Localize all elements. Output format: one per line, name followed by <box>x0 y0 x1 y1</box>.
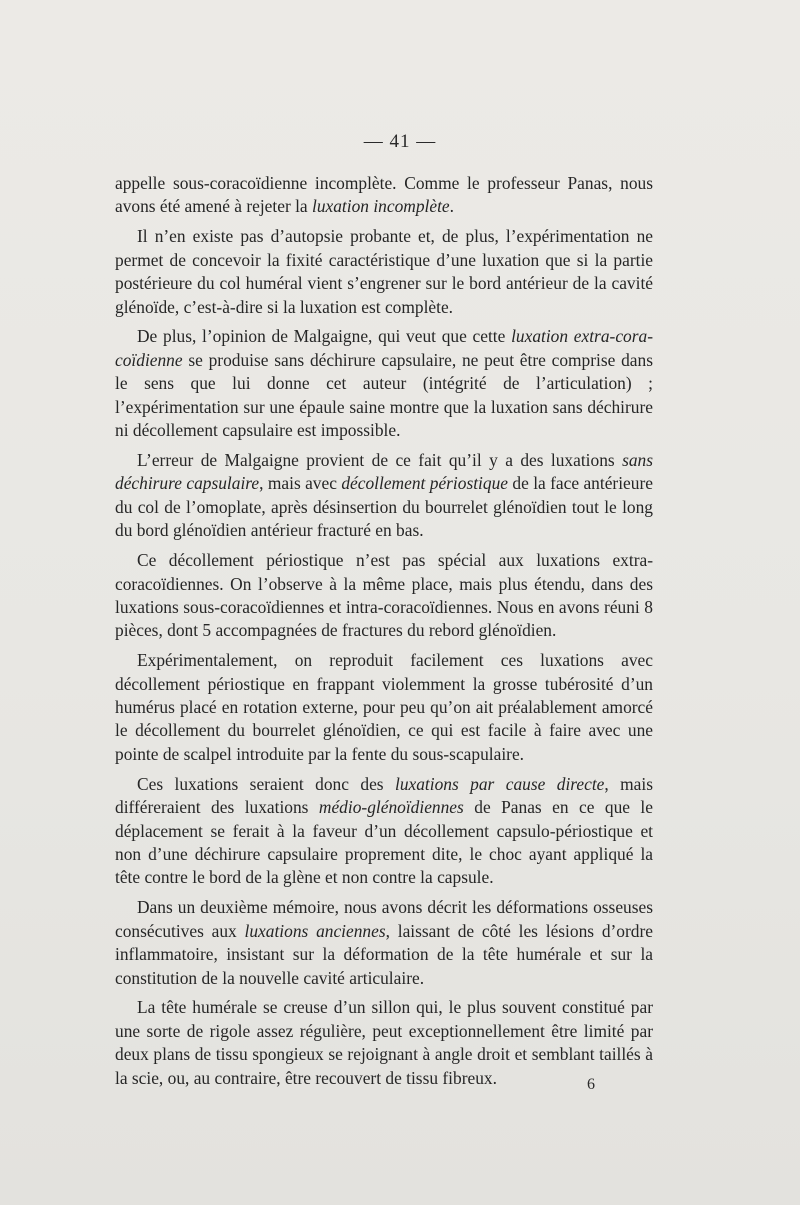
text-run: de la face antérieure du col de l’omoplate, après désinsertion du bourrelet glénoïdien tout le long du bord glénoïdien antérieur fracturé en bas. <box>115 473 653 541</box>
paragraph-1 <box>115 172 653 219</box>
paragraph-9 <box>115 996 653 1090</box>
page-number: — 41 — <box>363 131 437 152</box>
text-run: Ce décollement périostique n’est pas spécial aux luxations extra-coracoïdiennes. On l’observe à la même place, mais plus étendu, dans des luxations sous-coracoïdiennes et intra-coracoïdiennes. Nous en avons réuni 8 pièces, dont 5 accompagnées de fractures du rebord glénoïdien. <box>115 550 653 641</box>
text-run: L’erreur de Malgaigne provient de ce fait qu’il y a des luxations <box>137 449 623 470</box>
italic-phrase: luxation incomplète <box>311 196 450 217</box>
paragraph-3 <box>115 325 653 442</box>
body-text <box>115 172 653 1097</box>
text-run: , mais différeraient des luxations <box>115 773 653 818</box>
paragraph-5 <box>115 549 653 643</box>
text-run: Ces luxations seraient donc des <box>137 773 395 794</box>
signature-mark: 6 <box>587 1076 595 1093</box>
italic-phrase: luxation extra-cora-coïdienne <box>115 326 653 370</box>
text-run: Il n’en existe pas d’autopsie probante et, de plus, l’expérimentation ne permet de concevoir la fixité caractéristique d’une luxation que si la partie postérieure du col huméral vient s’engrener sur le bord antérieur de la cavité glénoïde, c’est-à-dire si la luxation est complète. <box>115 226 653 317</box>
paragraph-8 <box>115 896 653 990</box>
paragraph-2 <box>115 225 653 319</box>
text-run: Dans un deuxième mémoire, nous avons décrit les déformations osseuses consécutives aux <box>115 897 653 941</box>
text-run: de Panas en ce que le déplacement se ferait à la faveur d’un décollement capsulo-périostique et non d’une déchirure capsulaire proprement dite, le choc ayant appliqué la tête contre le bord de la glène et non contre la capsule. <box>115 797 653 888</box>
text-run: , mais avec <box>259 473 342 494</box>
text-run: La tête humérale se creuse d’un sillon qui, le plus souvent constitué par une sorte de rigole assez régulière, peut exceptionnellement être limité par deux plans de tissu spongieux se rejoignant à angle droit et semblant taillés à la scie, ou, au contraire, être recouvert de tissu fibreux. <box>115 997 653 1088</box>
text-run: Expérimentalement, on reproduit facilement ces luxations avec décollement périostique en frappant violemment la grosse tubérosité d’un humérus placé en rotation externe, pour peu qu’on ait préalablement amorcé le décollement du bourrelet glénoïdien, ce qui est facile à faire avec une pointe de scalpel introduite par la fente du sous-scapulaire. <box>115 650 653 764</box>
italic-phrase: décollement périostique <box>341 473 508 494</box>
text-run: . <box>449 196 454 217</box>
italic-phrase: luxations anciennes <box>244 920 386 941</box>
italic-phrase: luxations par cause directe <box>394 773 605 794</box>
text-run: appelle sous-coracoïdienne incomplète. Comme le professeur Panas, nous avons été amené à rejeter la <box>115 173 653 217</box>
paragraph-7 <box>115 773 653 890</box>
paragraph-4 <box>115 449 653 543</box>
text-run: se produise sans déchirure capsulaire, ne peut être comprise dans le sens que lui donne cet auteur (intégrité de l’articulation) ; l’expérimentation sur une épaule saine montre que la luxation sans déchirure ni décollement capsulaire est impossible. <box>115 349 653 441</box>
text-run: De plus, l’opinion de Malgaigne, qui veut que cette <box>137 326 512 347</box>
text-run: , laissant de côté les lésions d’ordre inflammatoire, insistant sur la déformation de la tête humérale et sur la constitution de la nouvelle cavité articulaire. <box>115 920 653 988</box>
italic-phrase: médio-glénoïdiennes <box>318 797 464 818</box>
italic-phrase: sans déchirure capsulaire <box>115 449 653 494</box>
paragraph-6 <box>115 649 653 766</box>
